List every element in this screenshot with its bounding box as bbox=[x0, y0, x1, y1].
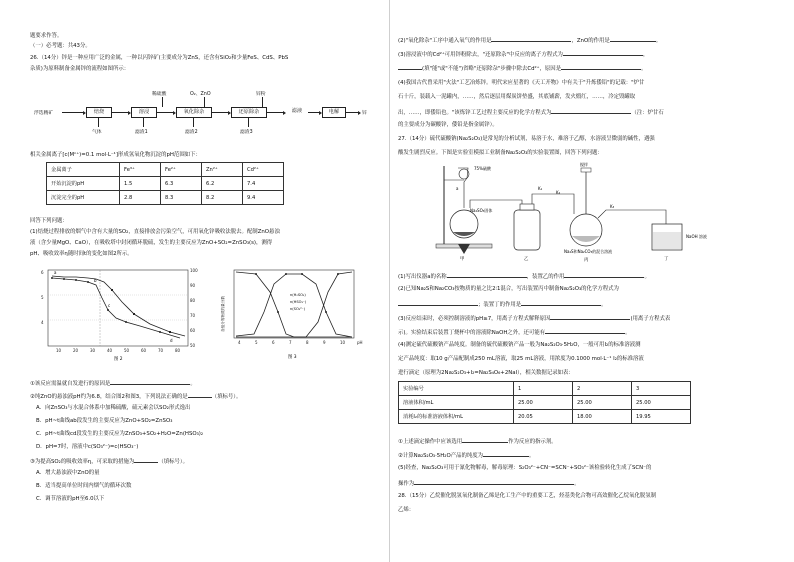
table-header-row bbox=[399, 382, 691, 396]
q27-5-text: (5)经查，Na₂S₂O₃可用于氰化物解毒，解毒原理：S₂O₃²⁻+CN⁻=SCN⁻+SO₃²⁻该检验转化生成了SCN⁻的 bbox=[398, 465, 652, 471]
fig2-point-label: b bbox=[94, 278, 97, 283]
table-cell: 20.05 bbox=[514, 410, 573, 424]
label-sulfuric-acid: 75%硫酸 bbox=[474, 166, 491, 171]
table-intro: 相关金属离子[c(Mⁿ⁺)=0.1 mol·L⁻¹]形成氢氧化物沉淀的pH范围如下： bbox=[30, 152, 201, 158]
flow-arrow bbox=[248, 117, 249, 127]
figure-3-chart bbox=[216, 262, 366, 362]
fig3-curve-h2so3 bbox=[236, 272, 352, 337]
option-c: C．调节溶液的pH至6.0以下 bbox=[36, 496, 105, 502]
q26-4-text-3a: 出，……，即倭铅也。"该炼锌工艺过程主要反应的化学方程式为 bbox=[398, 110, 552, 116]
answer-blank[interactable] bbox=[551, 108, 631, 114]
q27-2-text: (2)已知Na₂S和Na₂CO₃按物质的量之比2∶1混合，写出装置丙中制备Na₂S₂O₃的化学方程式为 bbox=[398, 286, 619, 292]
beaker-solution bbox=[653, 232, 681, 249]
q27-4-text-2: 定产品纯度：取10 g产品配制成250 mL溶液，取25 mL溶液，用浓度为0.1000 mol·L⁻¹ I₂的标准溶液 bbox=[398, 356, 644, 362]
q27-1-text-b: ，装置乙的作用 bbox=[526, 274, 565, 280]
q26-1-part2-text: ②纯ZnO的悬浊液pH约为6.8，结合图2和图3，下列说法正确的是 bbox=[30, 394, 188, 400]
flow-step-reduce: 还原除杂 bbox=[231, 107, 267, 118]
table-cell: 溶液体积/mL bbox=[399, 396, 514, 410]
fig2-y-right-tick-label: 90 bbox=[190, 283, 196, 288]
answer-blank[interactable] bbox=[447, 272, 527, 278]
fig3-label-so3: n(SO₃²⁻) bbox=[290, 307, 305, 311]
fig2-curve-eta bbox=[52, 276, 185, 336]
fig3-x-tick-label: 4 bbox=[238, 340, 241, 345]
q26-4-text-4: 的主要成分为碳酸锌，倭铅是指金属锌）。 bbox=[398, 122, 498, 128]
titration-table bbox=[398, 381, 691, 424]
q27-5b-text: 操作为 bbox=[398, 481, 415, 487]
q26-4-text-3b: （注：炉甘石 bbox=[631, 110, 664, 116]
q27-4-text-1: (4)测定硫代硫酸钠产品纯度。制备的硫代硫酸钠产品一般为Na₂S₂O₃·5H₂O，一般可用I₂的标准溶液测 bbox=[398, 342, 641, 348]
label-k1: K₁ bbox=[538, 186, 543, 191]
label-na2so3: Na₂SO₃固体 bbox=[470, 208, 493, 213]
flow-arrow bbox=[345, 112, 359, 113]
fig2-y-right-tick-label: 80 bbox=[190, 298, 196, 303]
bottle-yi-neck bbox=[520, 204, 534, 210]
label-yi: 乙 bbox=[524, 257, 529, 262]
q27-3-text-b: (用离子方程式表 bbox=[630, 316, 671, 322]
fig3-curve-so3 bbox=[236, 272, 352, 337]
q27-1: (1)写出仪器a的名称 ，装置乙的作用 。 bbox=[398, 274, 650, 280]
option-a: A．增大悬浊液中ZnO的量 bbox=[36, 470, 100, 476]
q27-5b: 操作为 。 bbox=[398, 481, 580, 487]
fig2-x-tick-label: 20 bbox=[73, 348, 79, 353]
label-ding: 丁 bbox=[664, 257, 669, 262]
table-cell: 消耗I₂的标准溶液体积/mL bbox=[399, 410, 514, 424]
q26-4-text-2: 石十斤，装载入一泥罐内，……，然后逐层用煤炭饼垫盛，其底铺薪，发火煅红，……，冷定毁罐取 bbox=[398, 94, 636, 100]
q26-1-part2-suffix: （填标号）。 bbox=[211, 394, 242, 400]
label-naoh: NaOH 溶液 bbox=[686, 234, 707, 239]
q26-2: (2)"氧化除杂"工序中通入氧气的作用是 ，ZnO的作用是 。 bbox=[398, 38, 662, 44]
answer-blank[interactable] bbox=[110, 379, 190, 385]
table-cell: 8.2 bbox=[202, 191, 243, 205]
label-k2: K₂ bbox=[556, 190, 561, 195]
flow-arrow bbox=[204, 97, 205, 107]
q26-3: (3)溶浸液中的Cd²⁺可用锌粉除去，"还原除杂"中反应的离子方程式为 ， bbox=[398, 52, 649, 58]
flow-arrow bbox=[111, 112, 129, 113]
fig3-label-hso3: n(HSO₃⁻) bbox=[290, 300, 307, 304]
apparatus-diagram bbox=[434, 160, 734, 262]
fig2-x-tick-label: 50 bbox=[124, 348, 130, 353]
table-cell: 19.95 bbox=[632, 410, 691, 424]
table-cell: 3 bbox=[632, 382, 691, 396]
q27-text-1: 27.（14分）硫代硫酸钠(Na₂S₂O₃)是常见的分析试剂，易溶于水，难溶于乙醇，水溶液呈微弱的碱性，遇强 bbox=[398, 136, 655, 142]
answer-blank[interactable] bbox=[414, 479, 494, 485]
q27-2b: ；装置丁的作用是 。 bbox=[398, 300, 607, 309]
fig2-y-right-ticks bbox=[190, 268, 198, 348]
fig2-x-ticks bbox=[56, 348, 181, 353]
answer-blank[interactable] bbox=[483, 451, 529, 457]
answer-blank[interactable] bbox=[610, 36, 656, 42]
flow-step-roast: 焙烧 bbox=[86, 107, 112, 118]
flow-arrow bbox=[62, 112, 84, 113]
q27-4-2-text: ②计算Na₂S₂O₃·5H₂O产品的纯度为 bbox=[398, 453, 484, 459]
fig2-x-tick-label: 70 bbox=[158, 348, 164, 353]
answer-blank[interactable] bbox=[494, 479, 574, 485]
flow-arrow bbox=[308, 112, 320, 113]
q26-1-part1-text: ①该反应需温就自发进行的原因是 bbox=[30, 381, 111, 387]
q26-3b: (填"能"或"不能")省略"还原除杂"步骤中除去Cd²⁺，原因是 。 bbox=[398, 64, 647, 73]
fig2-y-left-tick-label: 5 bbox=[41, 295, 44, 300]
q26-text-1: 26.（14分）锌是一种应用广泛的金属，一种以闪锌矿(主要成分为ZnS，还含有SiO₂和少量FeS、CdS、PbS bbox=[30, 55, 289, 61]
fig2-point-label: d bbox=[170, 338, 173, 343]
fig2-y-right-tick-label: 100 bbox=[190, 268, 198, 273]
table-cell: 实验编号 bbox=[399, 382, 514, 396]
fig2-y-right-tick-label: 70 bbox=[190, 313, 196, 318]
option-c: C．pH~t曲线cd段发生的主要反应为ZnSO₃+SO₂+H₂O=Zn(HSO₃)₂ bbox=[36, 431, 204, 437]
right-column bbox=[398, 0, 766, 562]
q26-1-part2 bbox=[30, 392, 241, 401]
q27-3 bbox=[398, 314, 670, 323]
answer-blank[interactable] bbox=[564, 272, 644, 278]
burner bbox=[458, 244, 470, 254]
fig3-x-tick-label: pH bbox=[357, 340, 363, 345]
q27-text-2: 酸发生剧烈反应。下图是实验室模拟工业制备Na₂S₂O₃的实验装置图，回答下列问题： bbox=[398, 150, 603, 156]
q26-4-text-3 bbox=[398, 108, 664, 117]
table-cell: 6.2 bbox=[202, 177, 243, 191]
table-row bbox=[47, 191, 284, 205]
option-b: B．适当提高单位时间内烟气的循环次数 bbox=[36, 483, 132, 489]
table-cell: 开始沉淀的pH bbox=[47, 177, 120, 191]
fig3-caption: 图 3 bbox=[288, 355, 297, 360]
fig2-x-tick-label: 40 bbox=[107, 348, 113, 353]
flow-top-label-acid: 稀硫酸 bbox=[152, 92, 167, 97]
flow-top-label-zinc: 锌粉 bbox=[256, 92, 266, 97]
dropping-funnel bbox=[458, 168, 468, 208]
table-cell: 1.5 bbox=[120, 177, 161, 191]
table-cell: Cd²⁺ bbox=[243, 163, 284, 177]
fig2-y-right-tick-label: 50 bbox=[190, 343, 196, 348]
fig2-caption: 图 2 bbox=[114, 357, 123, 362]
answer-blank[interactable] bbox=[545, 328, 625, 334]
option-b: B．pH~t曲线ab段发生的主要反应为ZnO+SO₂=ZnSO₃ bbox=[36, 418, 173, 424]
fig3-x-tick-label: 10 bbox=[340, 340, 346, 345]
q26-1-part3-text: ③为提高SO₂的吸收效率η，可采取的措施为 bbox=[30, 459, 135, 465]
table-cell: 1 bbox=[514, 382, 573, 396]
q27-4-1 bbox=[398, 437, 557, 446]
label-jia: 甲 bbox=[460, 257, 465, 262]
flow-step-electrolysis: 电解 bbox=[322, 107, 346, 118]
flow-arrow bbox=[193, 117, 194, 127]
q26-3-text: (3)溶浸液中的Cd²⁺可用锌粉除去，"还原除杂"中反应的离子方程式为 bbox=[398, 52, 563, 58]
flow-step-leach: 溶浸 bbox=[131, 107, 157, 118]
q27-1-text: (1)写出仪器a的名称 bbox=[398, 274, 447, 280]
answer-blank[interactable] bbox=[561, 64, 641, 70]
label-a: a bbox=[456, 186, 459, 191]
table-cell: 6.3 bbox=[161, 177, 202, 191]
label-k3: K₃ bbox=[610, 204, 615, 209]
flow-bottom-residue2: 滤渣2 bbox=[185, 130, 198, 135]
flow-arrow bbox=[162, 97, 163, 107]
q26-1-text-1: (1)焙烧过程排放的烟气中含有大量的SO₂，直接排放会污染空气，可用氧化锌吸收法脱去。配制ZnO悬浊 bbox=[30, 229, 280, 235]
table-cell: Fe²⁺ bbox=[161, 163, 202, 177]
table-cell: 18.00 bbox=[573, 410, 632, 424]
q26-1-part1: ①该反应需温就自发进行的原因是 。 bbox=[30, 381, 196, 387]
stir-motor bbox=[581, 168, 591, 172]
flow-arrow bbox=[262, 97, 263, 107]
q27-3c-text: 示)。实验结束后装置丁烧杯中的溶液除NaOH之外，还可能有 bbox=[398, 330, 546, 336]
q26-2-text-b: ，ZnO的作用是 bbox=[571, 38, 610, 44]
flow-arrow bbox=[143, 117, 144, 127]
process-flowchart bbox=[34, 90, 374, 136]
fig2-x-tick-label: 10 bbox=[56, 348, 62, 353]
flow-arrow bbox=[156, 112, 174, 113]
flow-bottom-gas: 气体 bbox=[92, 130, 102, 135]
table-cell: 25.00 bbox=[573, 396, 632, 410]
table-row bbox=[399, 396, 691, 410]
fig2-x-tick-label: 80 bbox=[175, 348, 181, 353]
option-d: D．pH=7时，溶液中c(SO₃²⁻)=c(HSO₃⁻) bbox=[36, 444, 139, 450]
q28-text-1: 28.（15分）乙烷催化脱氢氧化制备乙烯是化工生产中的重要工艺，烃基类化合物可高效催化乙烷氧化脱氢制 bbox=[398, 493, 657, 499]
answer-blank[interactable] bbox=[491, 36, 571, 42]
flow-raw-material: 浮选精矿 bbox=[34, 111, 54, 116]
flow-step-oxidize: 氧化除杂 bbox=[176, 107, 212, 118]
label-bing: 丙 bbox=[584, 258, 589, 262]
q26-1-text-3: pH、吸收效率η随时间t的变化如图2所示。 bbox=[30, 251, 133, 257]
q26-1-part3 bbox=[30, 457, 188, 466]
fig2-y-right-tick-label: 60 bbox=[190, 328, 196, 333]
table-cell: 沉淀完全的pH bbox=[47, 191, 120, 205]
table-cell: 25.00 bbox=[632, 396, 691, 410]
answer-heading: 回答下列问题： bbox=[30, 218, 68, 224]
fig2-points bbox=[51, 277, 171, 333]
table-cell: 8.3 bbox=[161, 191, 202, 205]
table-cell: Fe³⁺ bbox=[120, 163, 161, 177]
left-column bbox=[30, 0, 383, 562]
flow-product: 锌 bbox=[362, 111, 367, 116]
q27-3c: 示)。实验结束后装置丁烧杯中的溶液除NaOH之外，还可能有 。 bbox=[398, 330, 631, 336]
answer-blank[interactable] bbox=[563, 50, 643, 56]
answer-blank[interactable] bbox=[521, 300, 601, 306]
flow-arrow bbox=[211, 112, 229, 113]
q28-text-2: 乙烯： bbox=[398, 507, 415, 513]
fig2-y-left-tick-label: 4 bbox=[41, 320, 44, 325]
q27-4-1-text: ①上述滴定操作中应该选用 bbox=[398, 439, 463, 445]
q27-4-2: ②计算Na₂S₂O₃·5H₂O产品的纯度为 。 bbox=[398, 453, 535, 459]
fig3-frame bbox=[234, 270, 354, 338]
fig2-curve-ph bbox=[52, 278, 180, 338]
q27-3-text: (3)反应结束时，必须控制溶液的pH≥7，用离子方程式解释原因 bbox=[398, 316, 551, 322]
label-stir: 搅拌 bbox=[580, 162, 588, 167]
fig3-x-tick-label: 5 bbox=[255, 340, 258, 345]
flow-arrow bbox=[266, 112, 284, 113]
table-row bbox=[47, 177, 284, 191]
table-cell: 2 bbox=[573, 382, 632, 396]
table-cell: 2.8 bbox=[120, 191, 161, 205]
q27-2b-text: ；装置丁的作用是 bbox=[478, 302, 522, 308]
table-cell: 7.4 bbox=[243, 177, 284, 191]
q27-4-text-3: 进行滴定（原理为2Na₂S₂O₃+I₂=Na₂S₄O₆+2NaI），相关数据记录如表： bbox=[398, 370, 574, 376]
flow-arrow bbox=[98, 117, 99, 127]
table-cell: 金属离子 bbox=[47, 163, 120, 177]
flow-bottom-residue3: 滤渣3 bbox=[240, 130, 253, 135]
flow-step-filtrate: 滤液 bbox=[286, 107, 308, 116]
column-divider bbox=[389, 0, 390, 562]
flow-top-label-oxygen: O₂、ZnO bbox=[190, 92, 211, 97]
q27-4-1-text-b: 作为反应的指示剂。 bbox=[508, 439, 557, 445]
fig2-point-label: a bbox=[54, 270, 57, 275]
table-row bbox=[399, 410, 691, 424]
answer-blank[interactable] bbox=[550, 314, 630, 320]
section-heading: （一）必考题：共43分。 bbox=[30, 43, 91, 49]
fig3-x-tick-label: 9 bbox=[323, 340, 326, 345]
answer-blank[interactable] bbox=[134, 457, 158, 463]
fig2-frame bbox=[48, 270, 188, 346]
figure-2-chart bbox=[30, 262, 205, 362]
table-header-row bbox=[47, 163, 284, 177]
q26-text-2: 杂质)为原料制备金属锌的流程如图所示： bbox=[30, 66, 130, 72]
flow-bottom-residue1: 滤渣1 bbox=[135, 130, 148, 135]
fig3-curve-hso3 bbox=[236, 274, 352, 337]
fig3-x-tick-label: 6 bbox=[272, 340, 275, 345]
q26-2-text: (2)"氧化除杂"工序中通入氧气的作用是 bbox=[398, 38, 492, 44]
q26-4-text-1: (4)我国古代曾采用"火法"工艺冶炼锌。明代宋应星著的《天工开物》中有关于"升炼倭铅"的记载："炉甘 bbox=[398, 80, 645, 86]
option-a: A．向ZnSO₃与水混合体系中加稀硫酸，硫元素会以SO₂形式逸出 bbox=[36, 405, 191, 411]
fig2-x-tick-label: 30 bbox=[90, 348, 96, 353]
q26-3b-text: (填"能"或"不能")省略"还原除杂"步骤中除去Cd²⁺，原因是 bbox=[422, 66, 562, 72]
table-cell: 9.4 bbox=[243, 191, 284, 205]
fig3-x-ticks bbox=[238, 340, 363, 345]
fig2-y-left-tick-label: 6 bbox=[41, 270, 44, 275]
fig3-label-h2so3: n(H₂SO₃) bbox=[290, 293, 306, 297]
answer-blank[interactable] bbox=[462, 437, 508, 443]
answer-blank[interactable] bbox=[398, 64, 422, 70]
table-cell: Zn²⁺ bbox=[202, 163, 243, 177]
table-cell: 25.00 bbox=[514, 396, 573, 410]
bottle-yi bbox=[514, 210, 540, 250]
fig3-x-tick-label: 7 bbox=[289, 340, 292, 345]
label-mixture: Na₂S和Na₂CO₃的混合溶液 bbox=[564, 249, 613, 254]
intro-line: 题要求作答。 bbox=[30, 33, 63, 39]
fig3-x-tick-label: 8 bbox=[306, 340, 309, 345]
answer-blank[interactable] bbox=[398, 300, 478, 306]
q26-1-part3-suffix: （填标号）。 bbox=[158, 459, 188, 465]
fig3-y-axis-label: 各组分的物质的量分数 bbox=[221, 296, 225, 332]
answer-blank[interactable] bbox=[188, 392, 212, 398]
precipitation-ph-table bbox=[46, 162, 284, 205]
fig2-y-left-ticks bbox=[41, 270, 44, 325]
fig2-x-tick-label: 60 bbox=[141, 348, 147, 353]
q26-1-text-2: 液（含少量MgO、CaO），在吸收塔中封闭循环脱硫，发生的主要反应为ZnO+SO₂=ZnSO₃(s)，测得 bbox=[30, 240, 273, 246]
fig2-point-label: c bbox=[108, 303, 111, 308]
